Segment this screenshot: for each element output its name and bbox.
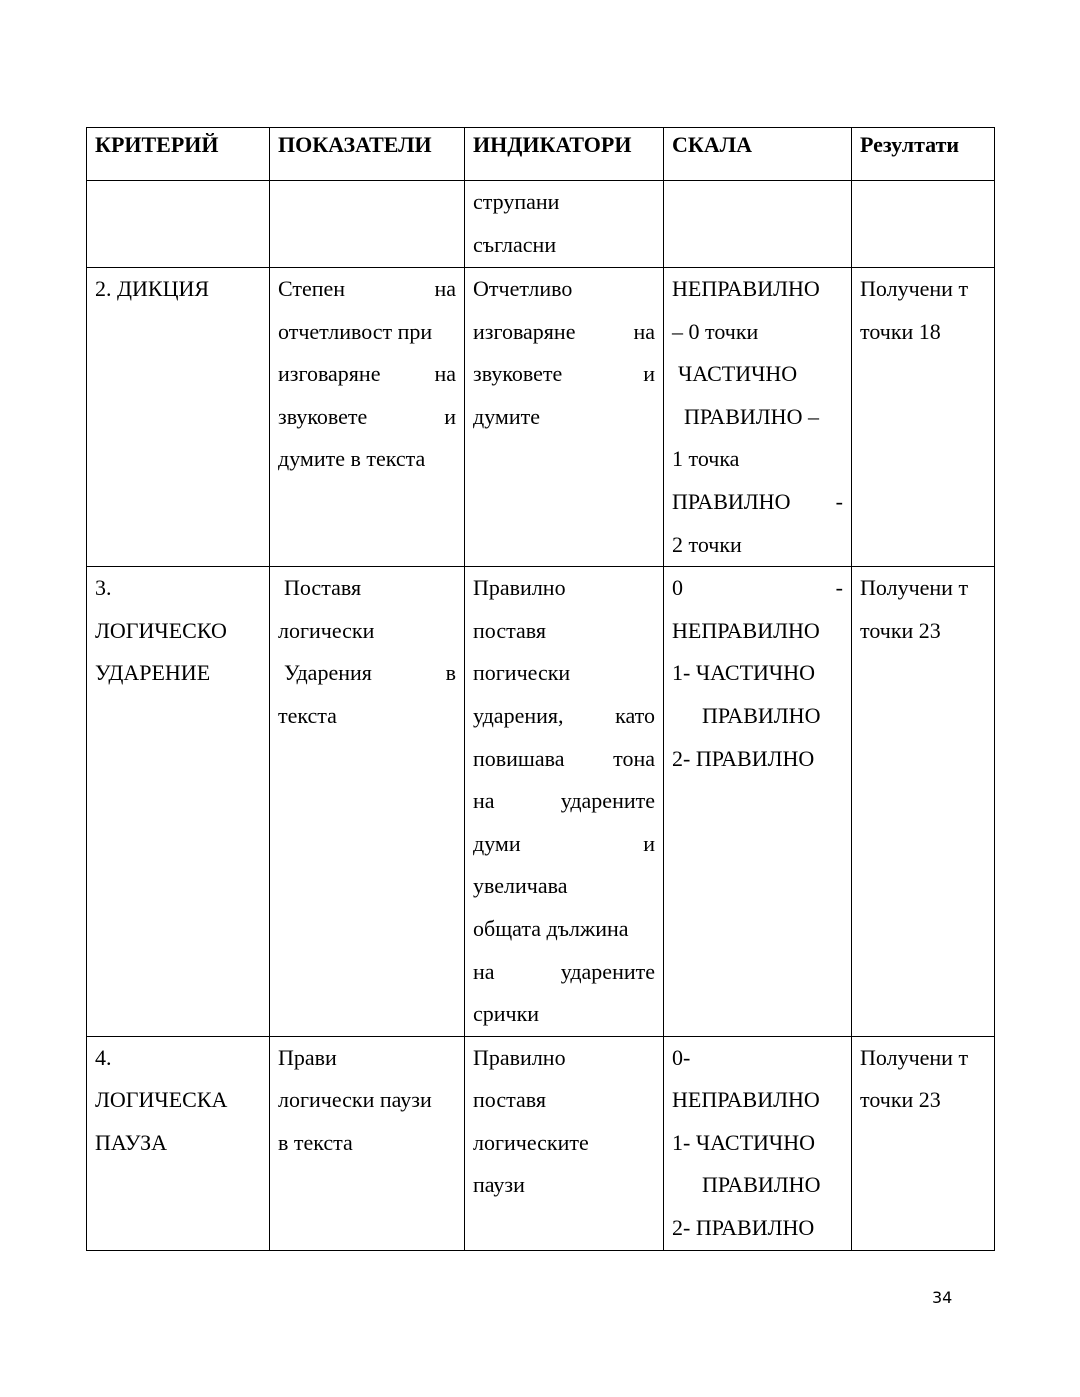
- result-line: Получени т: [860, 575, 969, 601]
- cell-line: 1 точка: [672, 446, 740, 472]
- cell-line: в текста: [278, 1129, 353, 1155]
- cell-line: 2 точки: [672, 531, 742, 557]
- cell-line: паузи: [473, 1172, 525, 1198]
- table-cell: [270, 567, 465, 1037]
- cell-line: [672, 567, 843, 610]
- table-cell: [87, 567, 270, 1037]
- cell-line: 2- ПРАВИЛНО: [672, 745, 815, 771]
- cell-line: 0-: [672, 1044, 691, 1070]
- cell-line: ПРАВИЛНО –: [684, 403, 819, 429]
- cell-line: думите в текста: [278, 446, 426, 472]
- word: Степен: [278, 276, 346, 301]
- result-line: точки 18: [860, 318, 941, 344]
- criterion-line: 3.: [95, 575, 112, 601]
- word: звуковете: [278, 403, 368, 429]
- word: ударените: [560, 958, 655, 984]
- word: Ударения: [284, 660, 372, 686]
- word: и: [643, 830, 655, 856]
- table-cell: [852, 567, 995, 1037]
- table-row: [87, 268, 995, 567]
- criterion-line: ПАУЗА: [95, 1129, 168, 1155]
- cell-line: струпани: [473, 189, 560, 214]
- table-cell: [270, 181, 465, 268]
- cell-line: логически: [278, 617, 375, 643]
- header-indicators: ИНДИКАТОРИ: [465, 128, 664, 181]
- cell-line: Поставя: [284, 575, 362, 601]
- cell-line: Отчетливо: [473, 276, 573, 301]
- table-row: [87, 1036, 995, 1250]
- table-cell: [664, 181, 852, 268]
- word: като: [615, 702, 655, 728]
- table-cell: [664, 567, 852, 1037]
- word: на: [473, 958, 495, 984]
- cell-line: общата дължина: [473, 915, 629, 941]
- word: ПРАВИЛНО: [672, 488, 791, 514]
- cell-line: [473, 695, 655, 738]
- word: на: [434, 276, 456, 301]
- header-criterion: КРИТЕРИЙ: [87, 128, 270, 181]
- cell-line: 1- ЧАСТИЧНО: [672, 1129, 815, 1155]
- result-line: точки 23: [860, 617, 941, 643]
- cell-line: НЕПРАВИЛНО: [672, 617, 820, 643]
- result-line: точки 23: [860, 1087, 941, 1113]
- word: -: [835, 575, 843, 601]
- word: тона: [613, 745, 655, 771]
- table-cell: [465, 567, 664, 1037]
- criterion-line: УДАРЕНИЕ: [95, 660, 211, 686]
- cell-line: – 0 точки: [672, 318, 759, 344]
- table-header-row: [87, 128, 995, 181]
- header-indicators-of: ПОКАЗАТЕЛИ: [270, 128, 465, 181]
- cell-line: Правилно: [473, 575, 566, 601]
- header-results: Резултати: [852, 128, 995, 181]
- result-line: Получени т: [860, 276, 969, 301]
- cell-line: [473, 738, 655, 781]
- table-row: [87, 181, 995, 268]
- criterion-line: ЛОГИЧЕСКО: [95, 617, 227, 643]
- cell-line: НЕПРАВИЛНО: [672, 1087, 820, 1113]
- word: на: [434, 361, 456, 387]
- word: звуковете: [473, 361, 563, 387]
- table-row: [87, 567, 995, 1037]
- word: ударения,: [473, 702, 564, 728]
- cell-line: поставя: [473, 617, 546, 643]
- word: ударените: [560, 788, 655, 814]
- word: на: [473, 788, 495, 814]
- cell-line: думите: [473, 403, 540, 429]
- word: и: [643, 361, 655, 387]
- criterion-line: ЛОГИЧЕСКА: [95, 1087, 228, 1113]
- word: изговаряне: [278, 361, 381, 387]
- cell-line: Правилно: [473, 1044, 566, 1070]
- cell-line: срички: [473, 1001, 540, 1027]
- table-cell: [852, 268, 995, 567]
- cell-line: ЧАСТИЧНО: [678, 361, 798, 387]
- cell-line: погически: [473, 660, 571, 686]
- table-cell: [664, 268, 852, 567]
- cell-line: поставя: [473, 1087, 546, 1113]
- criterion-label: 2. ДИКЦИЯ: [95, 276, 210, 301]
- cell-line: 1- ЧАСТИЧНО: [672, 660, 815, 686]
- table-cell: [852, 181, 995, 268]
- cell-line: [278, 268, 456, 311]
- cell-line: отчетливост при: [278, 318, 433, 344]
- table-cell: [270, 268, 465, 567]
- cell-line: Прави: [278, 1044, 337, 1070]
- table-cell: [465, 181, 664, 268]
- table-cell: [270, 1036, 465, 1250]
- cell-line: съгласни: [473, 231, 557, 257]
- page-number: 34: [932, 1288, 953, 1307]
- cell-line: [473, 311, 655, 354]
- table-cell: [87, 268, 270, 567]
- table-cell: [87, 181, 270, 268]
- cell-line: [473, 823, 655, 866]
- word: и: [444, 403, 456, 429]
- word: думи: [473, 830, 521, 856]
- word: повишава: [473, 745, 565, 771]
- table-cell: [852, 1036, 995, 1250]
- cell-line: логическите: [473, 1129, 589, 1155]
- cell-line: [473, 780, 655, 823]
- table-cell: [664, 1036, 852, 1250]
- cell-line: 2- ПРАВИЛНО: [672, 1215, 815, 1241]
- cell-line: [473, 353, 655, 396]
- cell-line: увеличава: [473, 873, 568, 899]
- table-cell: [465, 268, 664, 567]
- cell-line: [278, 353, 456, 396]
- word: 0: [672, 575, 683, 601]
- word: изговаряне: [473, 318, 576, 344]
- table-cell: [465, 1036, 664, 1250]
- word: в: [445, 660, 456, 686]
- cell-line: [278, 652, 456, 695]
- header-scale: СКАЛА: [664, 128, 852, 181]
- cell-line: ПРАВИЛНО: [702, 1172, 821, 1198]
- criterion-line: 4.: [95, 1044, 112, 1070]
- word: на: [633, 318, 655, 344]
- cell-line: ПРАВИЛНО: [702, 702, 821, 728]
- table-cell: [87, 1036, 270, 1250]
- result-line: Получени т: [860, 1044, 969, 1070]
- cell-line: [473, 951, 655, 994]
- cell-line: [278, 396, 456, 439]
- word: -: [835, 488, 843, 514]
- criteria-table: [86, 127, 995, 1251]
- cell-line: логически паузи: [278, 1087, 432, 1113]
- cell-line: текста: [278, 702, 337, 728]
- cell-line: [672, 481, 843, 524]
- cell-line: НЕПРАВИЛНО: [672, 276, 820, 301]
